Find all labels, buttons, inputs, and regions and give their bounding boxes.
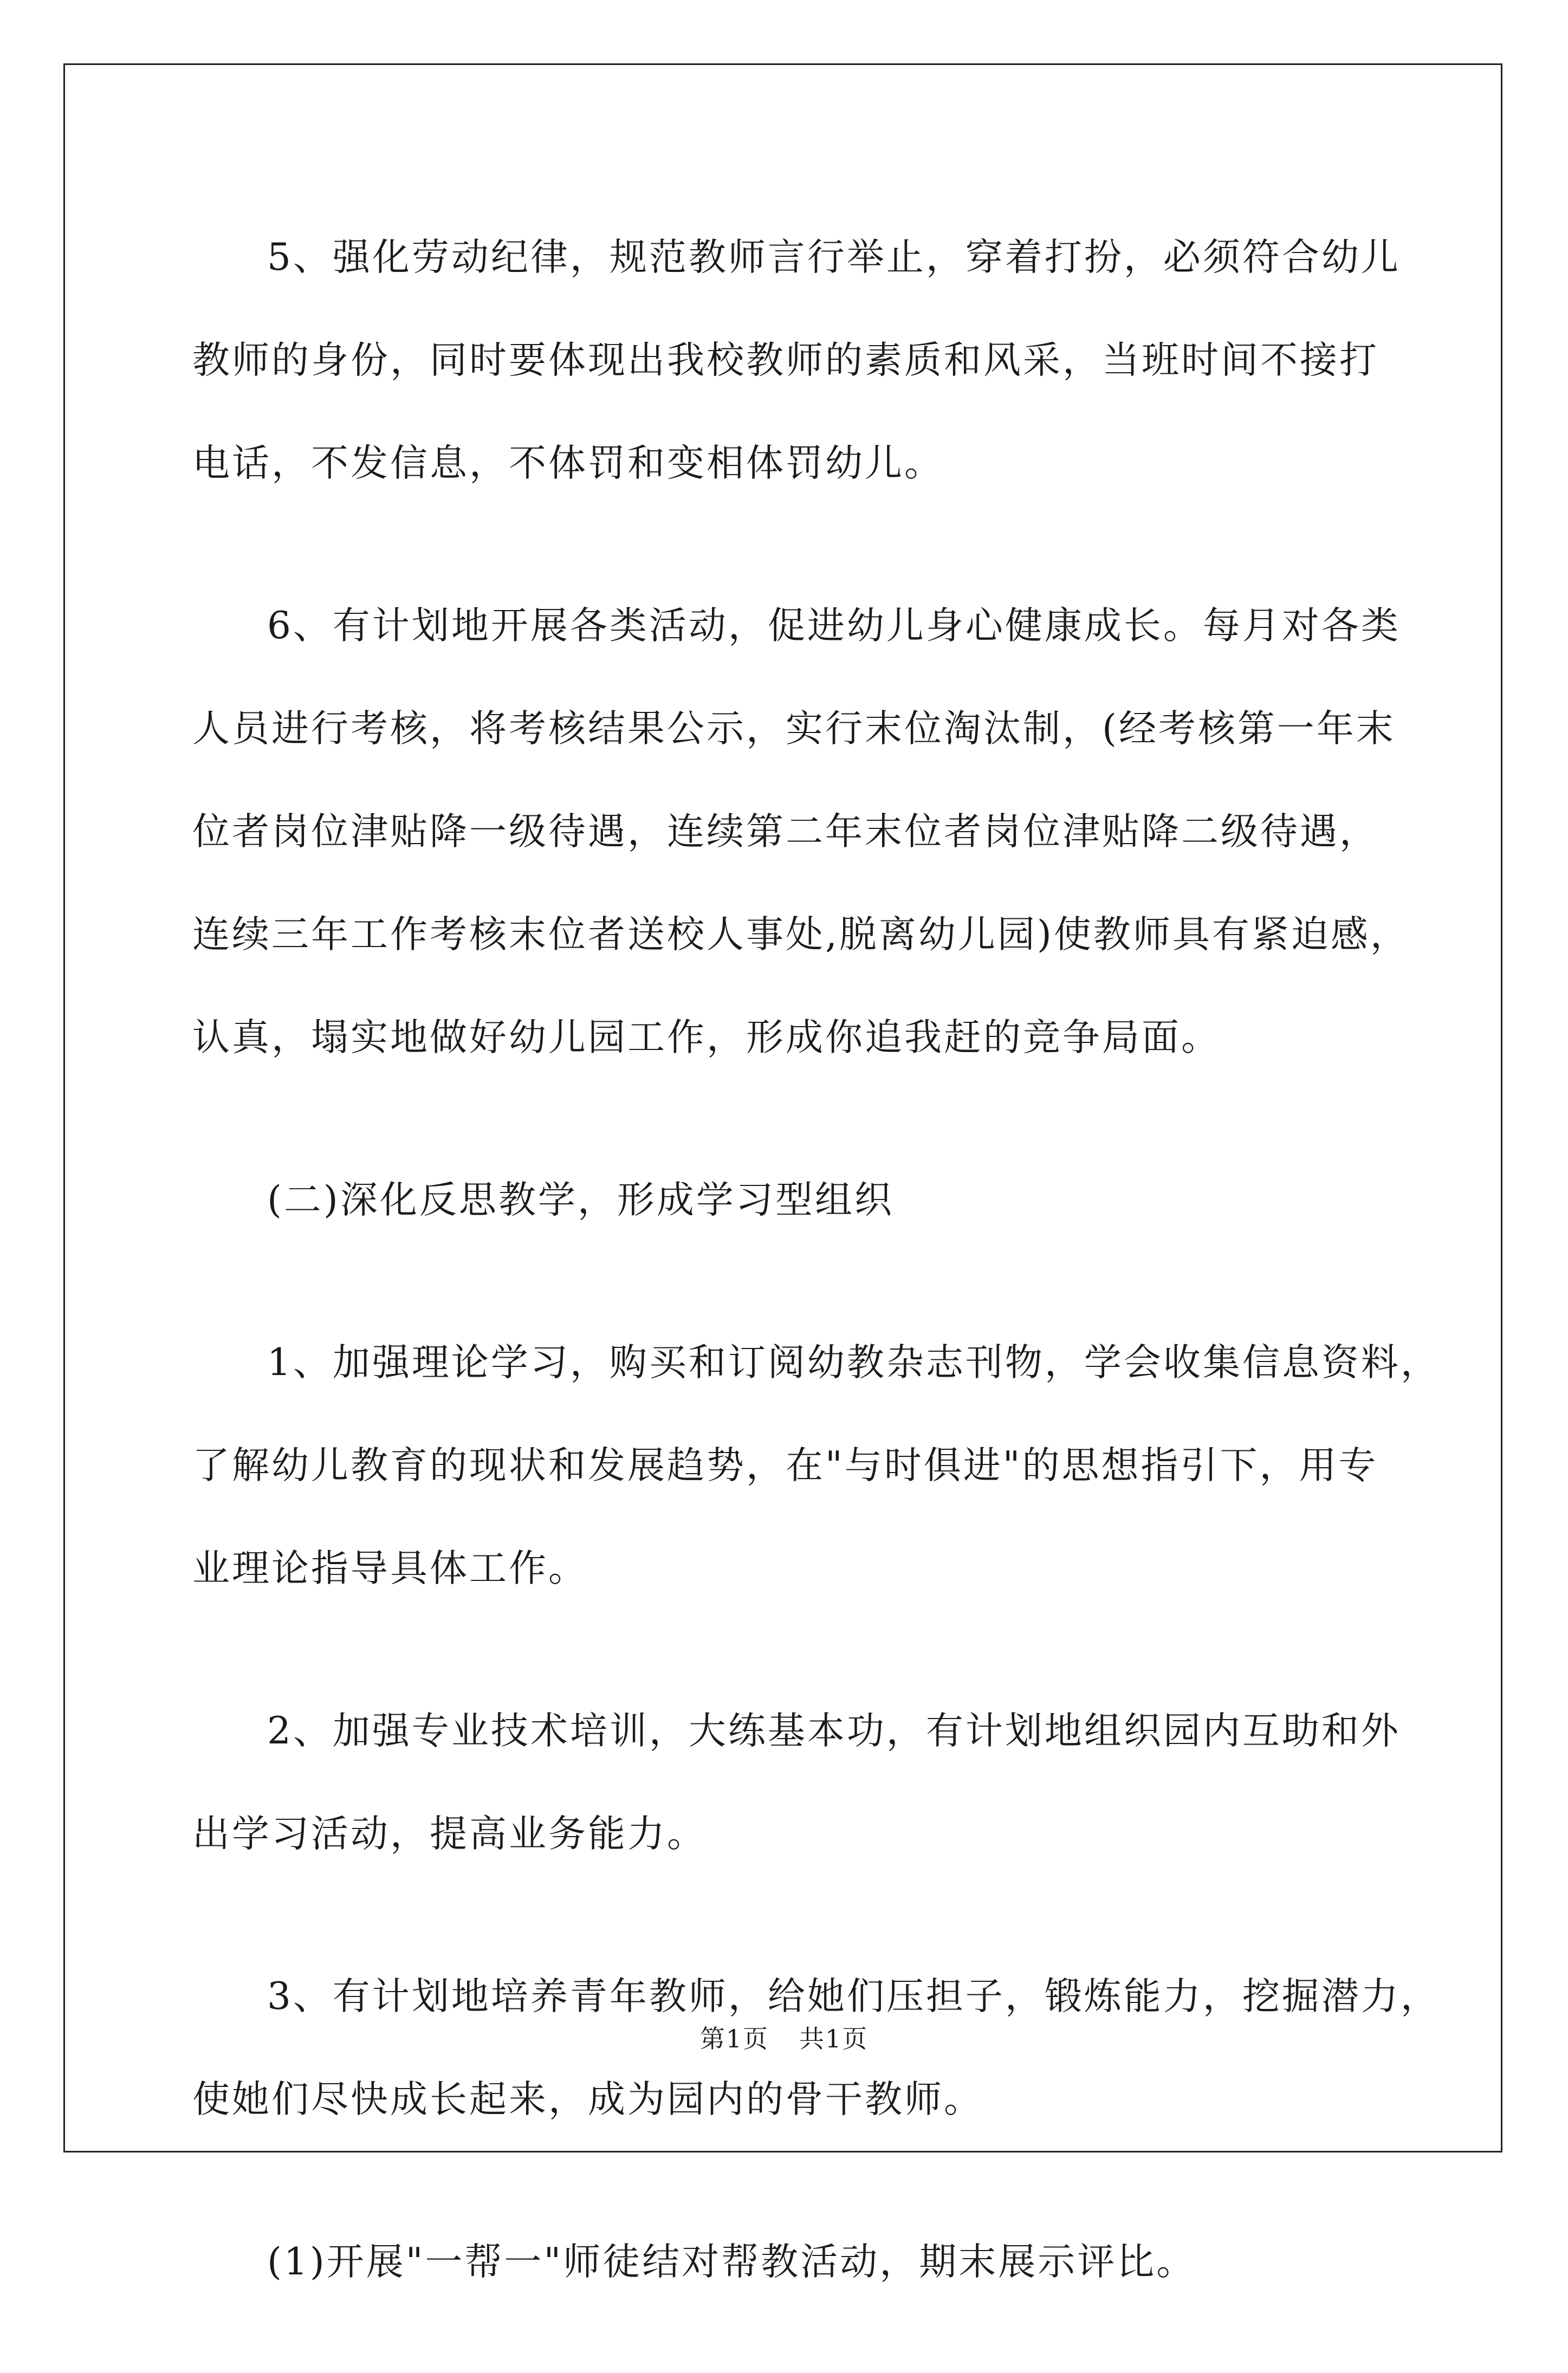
page-number: 第1页 [699,2024,769,2053]
text-line: 业理论指导具体工作。 [192,1547,588,1590]
text-line: 连续三年工作考核末位者送校人事处,脱离幼儿园)使教师具有紧迫感， [192,913,1410,956]
paragraph-1-theory-study [192,1311,1440,1620]
text-line: (二)深化反思教学，形成学习型组织 [267,1178,894,1222]
text-line: 5、强化劳动纪律，规范教师言行举止，穿着打扮，必须符合幼儿 [267,236,1401,279]
paragraph-1-mentoring [192,2210,1373,2313]
text-line: (1)开展"一帮一"师徒结对帮教活动，期末展示评比。 [267,2240,1196,2284]
text-line: 3、有计划地培养青年教师，给她们压担子，锻炼能力，挖掘潜力， [267,1975,1440,2018]
paragraph-5-labor-discipline [192,206,1401,515]
text-line: 2、加强专业技术培训，大练基本功，有计划地组织园内互助和外 [267,1709,1401,1753]
text-line: 使她们尽快成长起来，成为园内的骨干教师。 [192,2078,983,2121]
text-line: 6、有计划地开展各类活动，促进幼儿身心健康成长。每月对各类 [267,604,1401,647]
text-line: 人员进行考核，将考核结果公示，实行末位淘汰制，(经考核第一年末 [192,707,1396,750]
text-line: 教师的身份，同时要体现出我校教师的素质和风采，当班时间不接打 [192,339,1379,382]
page-footer [0,2022,1568,2055]
text-line: 电话，不发信息，不体罚和变相体罚幼儿。 [192,442,944,485]
paragraph-6-activities-assessment [192,574,1410,1089]
text-line: 出学习活动，提高业务能力。 [192,1812,707,1856]
text-line: 位者岗位津贴降一级待遇，连续第二年末位者岗位津贴降二级待遇， [192,810,1379,853]
text-line: 认真，塌实地做好幼儿园工作，形成你追我赶的竞争局面。 [192,1016,1221,1059]
total-pages: 共1页 [799,2024,869,2053]
text-line: 1、加强理论学习，购买和订阅幼教杂志刊物，学会收集信息资料， [267,1341,1440,1384]
paragraph-2-skills-training [192,1680,1401,1885]
section-heading-reflective-teaching [192,1149,1373,1252]
text-line: 了解幼儿教育的现状和发展趋势，在"与时俱进"的思想指引下，用专 [192,1444,1378,1487]
